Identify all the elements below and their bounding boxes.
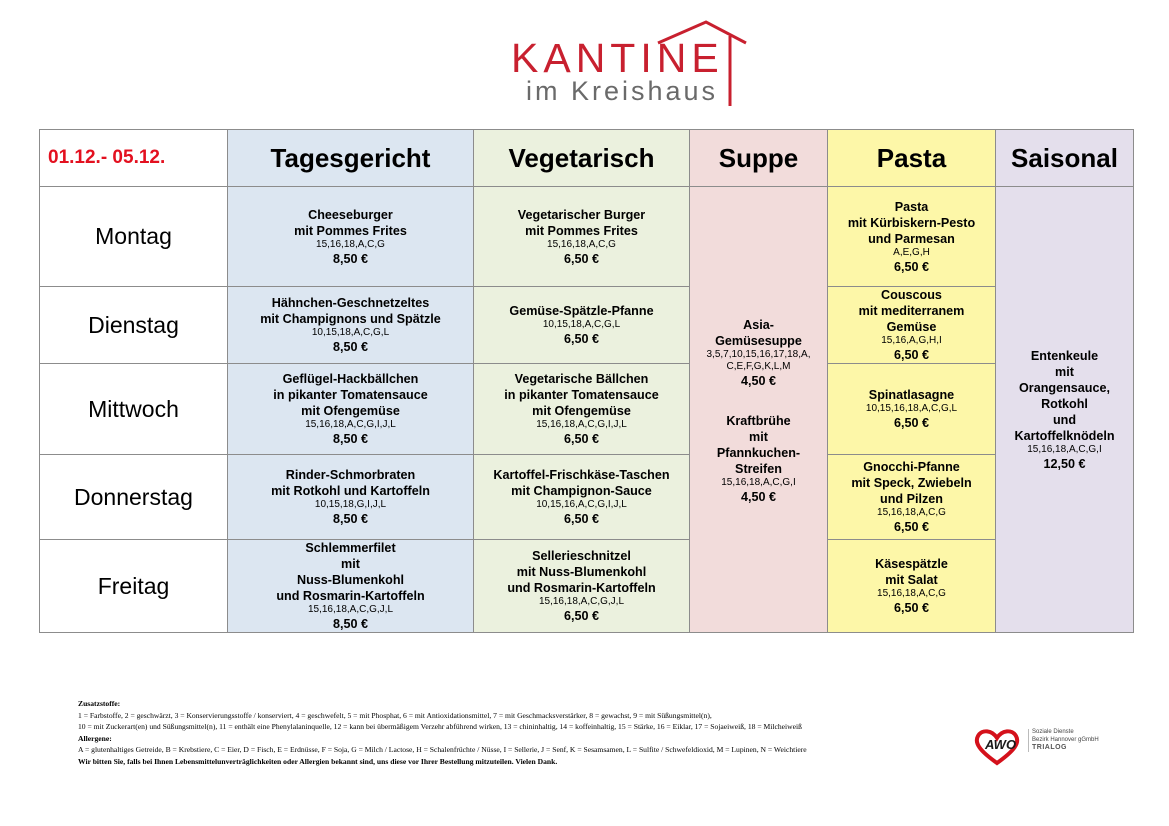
dish-name: mit mediterranem [858, 304, 965, 318]
saisonal-cell [996, 187, 1134, 633]
dish-name: in pikanter Tomatensauce [504, 388, 659, 402]
dish-name: Rotkohl [1041, 396, 1088, 411]
dish-name: Hähnchen-Geschnetzeltes [271, 296, 430, 310]
dish-name: mit [749, 429, 768, 444]
day-label: Dienstag [40, 287, 228, 364]
awo-logo [972, 725, 1132, 770]
dish-name: Kartoffel-Frischkäse-Taschen [493, 468, 670, 482]
additive-codes: 15,16,A,G,H,I [881, 335, 942, 346]
additives-title: Zusatzstoffe: [78, 699, 121, 708]
price: 6,50 € [893, 259, 929, 274]
price: 6,50 € [563, 432, 599, 446]
additives-line: 1 = Farbstoffe, 2 = geschwärzt, 3 = Konservierungsstoffe / konserviert, 4 = geschwefelt, 5 = mit Phosphat, 6 = mit Antioxidationsmittel, 7 = mit Geschmacksverstärker, 8 = gewachst, 9 = mit Süßungsmittel(n), [78, 710, 712, 720]
day-row-freitag [40, 540, 1134, 633]
additive-codes: C,E,F,G,K,L,M [726, 360, 791, 372]
dish-name: Asia- [743, 317, 774, 332]
dish-name: mit Champignon-Sauce [511, 484, 652, 498]
dish-name: mit [1055, 364, 1074, 379]
logo-subtitle: im Kreishaus [526, 76, 719, 106]
price: 8,50 € [332, 617, 368, 631]
vegetarisch-cell [474, 540, 690, 633]
date-range: 01.12.- 05.12. [40, 130, 228, 187]
additive-codes: 15,16,18,A,C,G,I,J,L [536, 419, 627, 430]
additive-codes: A,E,G,H [893, 246, 930, 258]
price: 4,50 € [740, 373, 776, 388]
footnotes [78, 698, 898, 767]
additive-codes: 15,16,18,A,C,G [877, 588, 946, 599]
day-label: Mittwoch [40, 364, 228, 455]
column-header-suppe: Suppe [690, 130, 828, 187]
dish-name: und Rosmarin-Kartoffeln [507, 581, 656, 595]
tagesgericht-cell [228, 455, 474, 540]
dish-name: mit Champignons und Spätzle [260, 312, 441, 326]
weekly-menu-table [39, 129, 1134, 633]
dish-name: und [1052, 412, 1077, 427]
column-header-saisonal: Saisonal [996, 130, 1134, 187]
additive-codes: 3,5,7,10,15,16,17,18,A, [706, 348, 811, 360]
column-header-pasta: Pasta [828, 130, 996, 187]
additives-line: 10 = mit Zuckerart(en) und Süßungsmittel(n), 11 = enthält eine Phenylalaninquelle, 12 = kann bei übermäßigem Verzehr abführend wirken, 13 = chininhaltig, 14 = koffeinhaltig, 15 = Stärke, 16 = Eiklar, 17 = Sojaeiweiß, 18 = Milcheiweiß [78, 722, 802, 731]
price: 6,50 € [563, 251, 599, 266]
additive-codes: 10,15,18,A,C,G,L [311, 327, 390, 338]
price: 6,50 € [563, 512, 599, 526]
tagesgericht-cell [228, 187, 474, 287]
additive-codes: 15,16,18,A,C,G [316, 238, 385, 250]
pasta-cell [828, 540, 996, 633]
day-row-dienstag [40, 287, 1134, 364]
additive-codes: 10,15,18,A,C,G,L [542, 319, 621, 330]
dish-name: Cheeseburger [308, 207, 393, 222]
price: 6,50 € [893, 520, 929, 534]
dish-name: und Parmesan [868, 231, 955, 246]
dish-name: Pasta [894, 199, 929, 214]
dish-name: mit [341, 557, 360, 571]
dish-name: Gemüsesuppe [715, 333, 802, 348]
allergens-line: A = glutenhaltiges Getreide, B = Krebstiere, C = Eier, D = Fisch, E = Erdnüsse, F = Soja, G = Milch / Lactose, H = Schalenfrüchte / Nüsse, I = Sellerie, J = Senf, K = Sesamsamen, L = Sulfite / Schwefeldioxid, M = Lupinen, N = Weichtiere [78, 745, 807, 754]
dish-name: mit Ofengemüse [301, 404, 400, 418]
tagesgericht-cell [228, 540, 474, 633]
vegetarisch-cell [474, 287, 690, 364]
dish-name: und Rosmarin-Kartoffeln [276, 589, 425, 603]
tagesgericht-cell [228, 287, 474, 364]
additive-codes: 15,16,18,A,C,G [547, 238, 616, 250]
price: 6,50 € [563, 332, 599, 346]
vegetarisch-cell [474, 364, 690, 455]
allergens-title: Allergene: [78, 733, 112, 743]
dish-name: Nuss-Blumenkohl [296, 573, 405, 587]
awo-line: Soziale Dienste [1032, 729, 1074, 735]
dish-name: mit Ofengemüse [532, 404, 631, 418]
price: 6,50 € [893, 416, 929, 430]
awo-mark: AWO [985, 737, 1017, 752]
dish-name: Schlemmerfilet [305, 541, 396, 555]
dish-name: Orangensauce, [1019, 380, 1110, 395]
column-header-vegetarisch: Vegetarisch [474, 130, 690, 187]
dish-name: Kraftbrühe [726, 413, 791, 428]
logo-title: KANTINE [511, 35, 724, 81]
dish-name: Gemüse [886, 320, 937, 334]
price: 8,50 € [332, 512, 368, 526]
allergy-request: Wir bitten Sie, falls bei Ihnen Lebensmittelunverträglichkeiten oder Allergien bekannt sind, uns diese vor Ihrer Bestellung mitzuteilen. Vielen Dank. [78, 756, 558, 766]
dish-name: mit Salat [885, 573, 938, 587]
dish-name: Vegetarischer Burger [517, 207, 646, 222]
additive-codes: 15,16,18,A,C,G,I [721, 476, 796, 488]
awo-trialog: TRIALOG [1032, 744, 1067, 751]
pasta-cell [828, 364, 996, 455]
price: 6,50 € [563, 609, 599, 623]
dish-name: in pikanter Tomatensauce [273, 388, 428, 402]
price: 8,50 € [332, 432, 368, 446]
pasta-cell [828, 287, 996, 364]
tagesgericht-cell [228, 364, 474, 455]
dish-name: Gemüse-Spätzle-Pfanne [509, 304, 654, 318]
dish-name: mit Speck, Zwiebeln [851, 476, 972, 490]
awo-line: Bezirk Hannover gGmbH [1032, 736, 1099, 743]
dish-name: und Pilzen [880, 492, 943, 506]
dish-name: Vegetarische Bällchen [514, 372, 649, 386]
dish-name: Geflügel-Hackbällchen [282, 372, 419, 386]
dish-name: Rinder-Schmorbraten [285, 468, 416, 482]
dish-name: Streifen [735, 461, 782, 476]
dish-name: mit Pommes Frites [525, 223, 638, 238]
header-row [40, 130, 1134, 187]
dish-name: mit Rotkohl und Kartoffeln [271, 484, 430, 498]
additive-codes: 10,15,18,G,I,J,L [314, 499, 387, 510]
dish-name: Spinatlasagne [868, 388, 955, 402]
pasta-cell [828, 455, 996, 540]
price: 6,50 € [893, 601, 929, 615]
additive-codes: 15,16,18,A,C,G,I,J,L [305, 419, 396, 430]
day-label: Freitag [40, 540, 228, 633]
additive-codes: 15,16,18,A,C,G,J,L [307, 604, 394, 615]
dish-name: mit Pommes Frites [294, 223, 407, 238]
dish-name: Kartoffelknödeln [1014, 428, 1115, 443]
awo-subtext [1028, 729, 1099, 752]
day-row-montag [40, 187, 1134, 287]
day-row-donnerstag [40, 455, 1134, 540]
additive-codes: 15,16,18,A,C,G,I [1027, 443, 1102, 455]
kantine-logo [508, 16, 758, 111]
price: 12,50 € [1043, 456, 1086, 471]
column-header-tagesgericht: Tagesgericht [228, 130, 474, 187]
suppe-cell [690, 187, 828, 633]
day-label: Donnerstag [40, 455, 228, 540]
dish-name: Sellerieschnitzel [532, 549, 631, 563]
day-label: Montag [40, 187, 228, 287]
vegetarisch-cell [474, 455, 690, 540]
pasta-cell [828, 187, 996, 287]
dish-name: Gnocchi-Pfanne [863, 460, 960, 474]
vegetarisch-cell [474, 187, 690, 287]
additive-codes: 15,16,18,A,C,G [877, 507, 946, 518]
additive-codes: 10,15,16,18,A,C,G,L [865, 403, 958, 414]
additive-codes: 10,15,16,A,C,G,I,J,L [536, 499, 627, 510]
additive-codes: 15,16,18,A,C,G,J,L [538, 596, 625, 607]
price: 8,50 € [332, 340, 368, 354]
day-row-mittwoch [40, 364, 1134, 455]
price: 8,50 € [332, 251, 368, 266]
dish-name: Käsespätzle [875, 557, 948, 571]
dish-name: mit Nuss-Blumenkohl [516, 565, 647, 579]
dish-name: mit Kürbiskern-Pesto [847, 215, 976, 230]
dish-name: Pfannkuchen- [716, 445, 801, 460]
dish-name: Couscous [881, 288, 942, 302]
price: 6,50 € [893, 348, 929, 362]
dish-name: Entenkeule [1030, 348, 1099, 363]
price: 4,50 € [740, 489, 776, 504]
